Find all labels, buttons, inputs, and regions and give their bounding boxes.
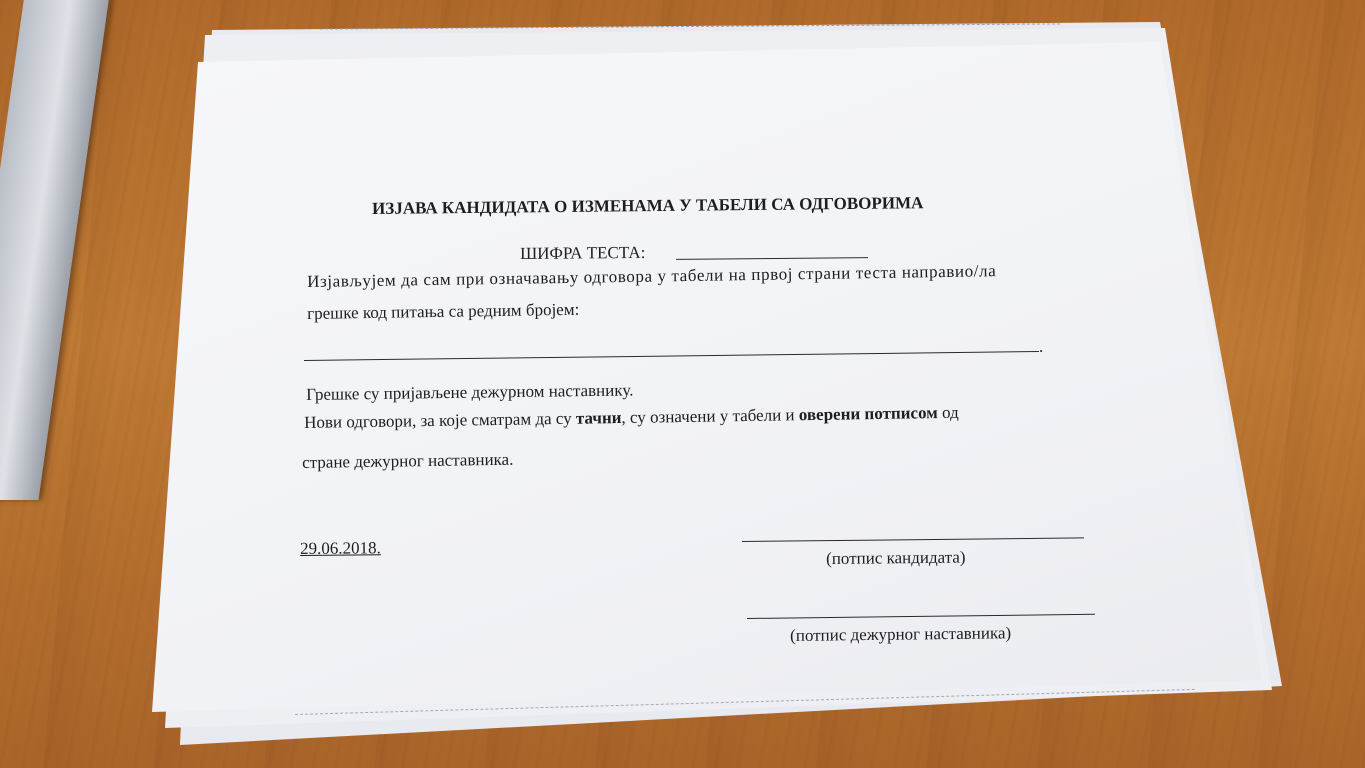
new-answers-text-2: , су означени у табели и bbox=[621, 405, 799, 428]
errors-reported-text: Грешке су пријављене дежурном наставнику. bbox=[306, 380, 634, 404]
new-answers-text-1: Нови одговори, за које сматрам да су bbox=[304, 408, 577, 432]
statement-line-2: грешке код питања са редним бројем: bbox=[307, 299, 580, 323]
new-answers-line-2: стране дежурног наставника. bbox=[302, 449, 514, 472]
document-date: 29.06.2018. bbox=[300, 538, 381, 558]
new-answers-bold-correct: тачни bbox=[575, 408, 622, 428]
blank-line-period: . bbox=[1039, 337, 1044, 356]
candidate-signature-caption: (потпис кандидата) bbox=[826, 547, 966, 568]
new-answers-bold-signed: оверени потписом bbox=[798, 403, 938, 425]
statement-line-1: Изјављујем да сам при означавању одговора у табели на првој страни теста направио/ла bbox=[307, 261, 997, 291]
new-answers-text-3: од bbox=[937, 402, 959, 423]
document-title: ИЗЈАВА КАНДИДАТА О ИЗМЕНАМА У ТАБЕЛИ СА ОДГОВОРИМА bbox=[372, 193, 924, 218]
proctor-signature-caption: (потпис дежурног наставника) bbox=[790, 623, 1012, 645]
test-code-label: ШИФРА ТЕСТА: bbox=[520, 242, 646, 263]
